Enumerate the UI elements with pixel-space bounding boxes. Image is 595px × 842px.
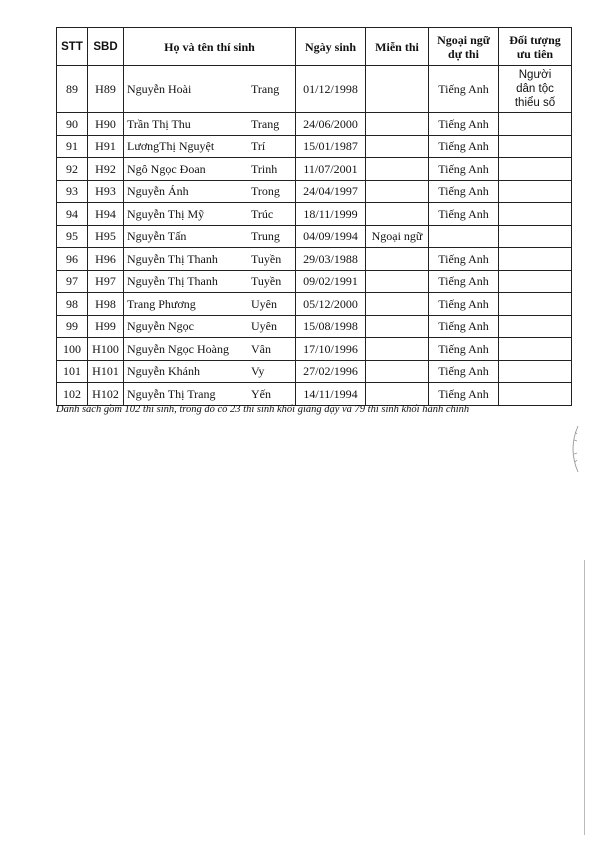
cell-given-name: Uyên (251, 319, 277, 334)
table-row (57, 203, 572, 226)
cell-family-name: Ngô Ngọc Đoan (127, 161, 206, 176)
table-row (57, 270, 572, 293)
table-row (57, 225, 572, 248)
candidate-table (56, 27, 572, 406)
cell-exempt (366, 158, 429, 181)
cell-language: Tiếng Anh (429, 180, 499, 203)
cell-dob: 18/11/1999 (296, 203, 366, 226)
cell-exempt (366, 338, 429, 361)
table-row (57, 66, 572, 113)
cell-priority (499, 360, 572, 383)
cell-language: Tiếng Anh (429, 315, 499, 338)
cell-name (124, 293, 296, 316)
cell-given-name: Trong (251, 184, 280, 199)
cell-exempt (366, 66, 429, 113)
cell-sbd: H98 (88, 293, 124, 316)
cell-exempt (366, 360, 429, 383)
cell-stt: 98 (57, 293, 88, 316)
cell-name (124, 315, 296, 338)
cell-given-name: Vy (251, 364, 265, 379)
cell-dob: 17/10/1996 (296, 338, 366, 361)
cell-sbd: H100 (88, 338, 124, 361)
cell-dob: 27/02/1996 (296, 360, 366, 383)
col-header-language-line1: Ngoại ngữ (437, 32, 490, 47)
cell-language: Tiếng Anh (429, 270, 499, 293)
cell-given-name: Trang (251, 116, 280, 131)
cell-stt: 92 (57, 158, 88, 181)
col-header-name: Họ và tên thí sinh (124, 28, 296, 66)
cell-name (124, 225, 296, 248)
table-row (57, 158, 572, 181)
col-header-priority-line2: ưu tiên (516, 46, 554, 61)
cell-sbd: H101 (88, 360, 124, 383)
table-body (57, 66, 572, 406)
cell-language: Tiếng Anh (429, 66, 499, 113)
cell-dob: 14/11/1994 (296, 383, 366, 406)
table-header (57, 28, 572, 66)
cell-stt: 100 (57, 338, 88, 361)
cell-given-name: Trinh (251, 161, 278, 176)
cell-dob: 15/01/1987 (296, 135, 366, 158)
cell-exempt (366, 113, 429, 136)
table-row (57, 293, 572, 316)
cell-exempt (366, 383, 429, 406)
cell-stt: 102 (57, 383, 88, 406)
table-row (57, 135, 572, 158)
cell-priority (499, 203, 572, 226)
cell-given-name: Trung (251, 229, 280, 244)
cell-priority (499, 293, 572, 316)
cell-family-name: Nguyễn Thị Thanh (127, 274, 218, 289)
cell-stt: 101 (57, 360, 88, 383)
cell-given-name: Vân (251, 341, 271, 356)
cell-sbd: H91 (88, 135, 124, 158)
cell-stt: 91 (57, 135, 88, 158)
cell-given-name: Trí (251, 139, 266, 154)
col-header-language (429, 28, 499, 66)
cell-priority (499, 315, 572, 338)
cell-stt: 96 (57, 248, 88, 271)
col-header-priority-line1: Đối tượng (509, 32, 561, 47)
cell-dob: 05/12/2000 (296, 293, 366, 316)
table-row (57, 383, 572, 406)
table-row (57, 248, 572, 271)
cell-given-name: Uyên (251, 296, 277, 311)
cell-family-name: Nguyễn Ánh (127, 184, 189, 199)
cell-name (124, 248, 296, 271)
cell-given-name: Yến (251, 386, 271, 401)
cell-language: Tiếng Anh (429, 338, 499, 361)
cell-family-name: Nguyễn Tấn (127, 229, 187, 244)
cell-dob: 24/04/1997 (296, 180, 366, 203)
cell-given-name: Trúc (251, 206, 274, 221)
col-header-dob: Ngày sinh (296, 28, 366, 66)
cell-exempt (366, 180, 429, 203)
cell-priority (499, 158, 572, 181)
col-header-sbd: SBD (88, 28, 124, 66)
cell-priority (499, 113, 572, 136)
cell-priority (499, 135, 572, 158)
cell-priority (499, 180, 572, 203)
cell-given-name: Trang (251, 82, 280, 96)
table-row (57, 338, 572, 361)
cell-family-name: Trần Thị Thu (127, 116, 191, 131)
cell-dob: 01/12/1998 (296, 66, 366, 113)
cell-language: Tiếng Anh (429, 203, 499, 226)
cell-family-name: Nguyễn Khánh (127, 364, 200, 379)
cell-language: Tiếng Anh (429, 383, 499, 406)
priority-line: thiểu số (514, 97, 556, 109)
cell-exempt (366, 293, 429, 316)
cell-priority (499, 248, 572, 271)
footnote: Danh sách gồm 102 thí sinh, trong đó có 23 thí sinh khối giảng dạy và 79 thí sinh khối hành chính (56, 404, 470, 415)
scan-edge-line (584, 560, 585, 835)
cell-language (429, 225, 499, 248)
cell-sbd: H93 (88, 180, 124, 203)
cell-dob: 24/06/2000 (296, 113, 366, 136)
cell-priority (499, 383, 572, 406)
cell-exempt (366, 203, 429, 226)
cell-language: Tiếng Anh (429, 158, 499, 181)
cell-language: Tiếng Anh (429, 113, 499, 136)
cell-stt: 97 (57, 270, 88, 293)
cell-language: Tiếng Anh (429, 360, 499, 383)
cell-given-name: Tuyền (251, 274, 282, 289)
cell-stt: 89 (57, 66, 88, 113)
cell-exempt (366, 135, 429, 158)
col-header-language-line2: dự thi (448, 46, 479, 61)
cell-stt: 90 (57, 113, 88, 136)
cell-name (124, 338, 296, 361)
cell-sbd: H90 (88, 113, 124, 136)
cell-exempt: Ngoại ngữ (366, 225, 429, 248)
cell-name (124, 158, 296, 181)
header-row (57, 28, 572, 66)
col-header-stt: STT (57, 28, 88, 66)
cell-priority (499, 338, 572, 361)
table-row (57, 315, 572, 338)
cell-family-name: Nguyễn Hoài (127, 82, 192, 96)
cell-priority (499, 225, 572, 248)
cell-name (124, 135, 296, 158)
cell-priority (499, 66, 572, 113)
cell-dob: 29/03/1988 (296, 248, 366, 271)
cell-sbd: H94 (88, 203, 124, 226)
cell-stt: 99 (57, 315, 88, 338)
cell-sbd: H97 (88, 270, 124, 293)
cell-family-name: Nguyễn Thị Trang (127, 386, 216, 401)
cell-name (124, 360, 296, 383)
cell-dob: 15/08/1998 (296, 315, 366, 338)
cell-sbd: H99 (88, 315, 124, 338)
cell-family-name: Trang Phương (127, 296, 196, 311)
col-header-exempt: Miễn thi (366, 28, 429, 66)
cell-language: Tiếng Anh (429, 293, 499, 316)
cell-family-name: Nguyễn Thị Mỹ (127, 206, 205, 221)
cell-given-name: Tuyền (251, 251, 282, 266)
cell-name (124, 113, 296, 136)
cell-family-name: Nguyễn Ngọc Hoàng (127, 341, 229, 356)
priority-line: Người (518, 69, 552, 81)
cell-family-name: Nguyễn Thị Thanh (127, 251, 218, 266)
cell-dob: 04/09/1994 (296, 225, 366, 248)
col-header-priority (499, 28, 572, 66)
cell-name (124, 66, 296, 113)
cell-language: Tiếng Anh (429, 248, 499, 271)
cell-language: Tiếng Anh (429, 135, 499, 158)
cell-stt: 95 (57, 225, 88, 248)
cell-sbd: H102 (88, 383, 124, 406)
cell-exempt (366, 248, 429, 271)
table-row (57, 113, 572, 136)
priority-line: dân tộc (516, 83, 554, 95)
table-row (57, 180, 572, 203)
cell-exempt (366, 270, 429, 293)
cell-family-name: LươngThị Nguyệt (127, 139, 215, 154)
stamp-mark (564, 424, 584, 474)
cell-name (124, 180, 296, 203)
cell-sbd: H96 (88, 248, 124, 271)
cell-exempt (366, 315, 429, 338)
cell-dob: 11/07/2001 (296, 158, 366, 181)
cell-sbd: H89 (88, 66, 124, 113)
cell-dob: 09/02/1991 (296, 270, 366, 293)
cell-name (124, 203, 296, 226)
cell-name (124, 270, 296, 293)
cell-priority (499, 270, 572, 293)
cell-sbd: H92 (88, 158, 124, 181)
cell-name (124, 383, 296, 406)
cell-stt: 93 (57, 180, 88, 203)
cell-sbd: H95 (88, 225, 124, 248)
table-row (57, 360, 572, 383)
cell-family-name: Nguyễn Ngọc (127, 319, 194, 334)
cell-stt: 94 (57, 203, 88, 226)
